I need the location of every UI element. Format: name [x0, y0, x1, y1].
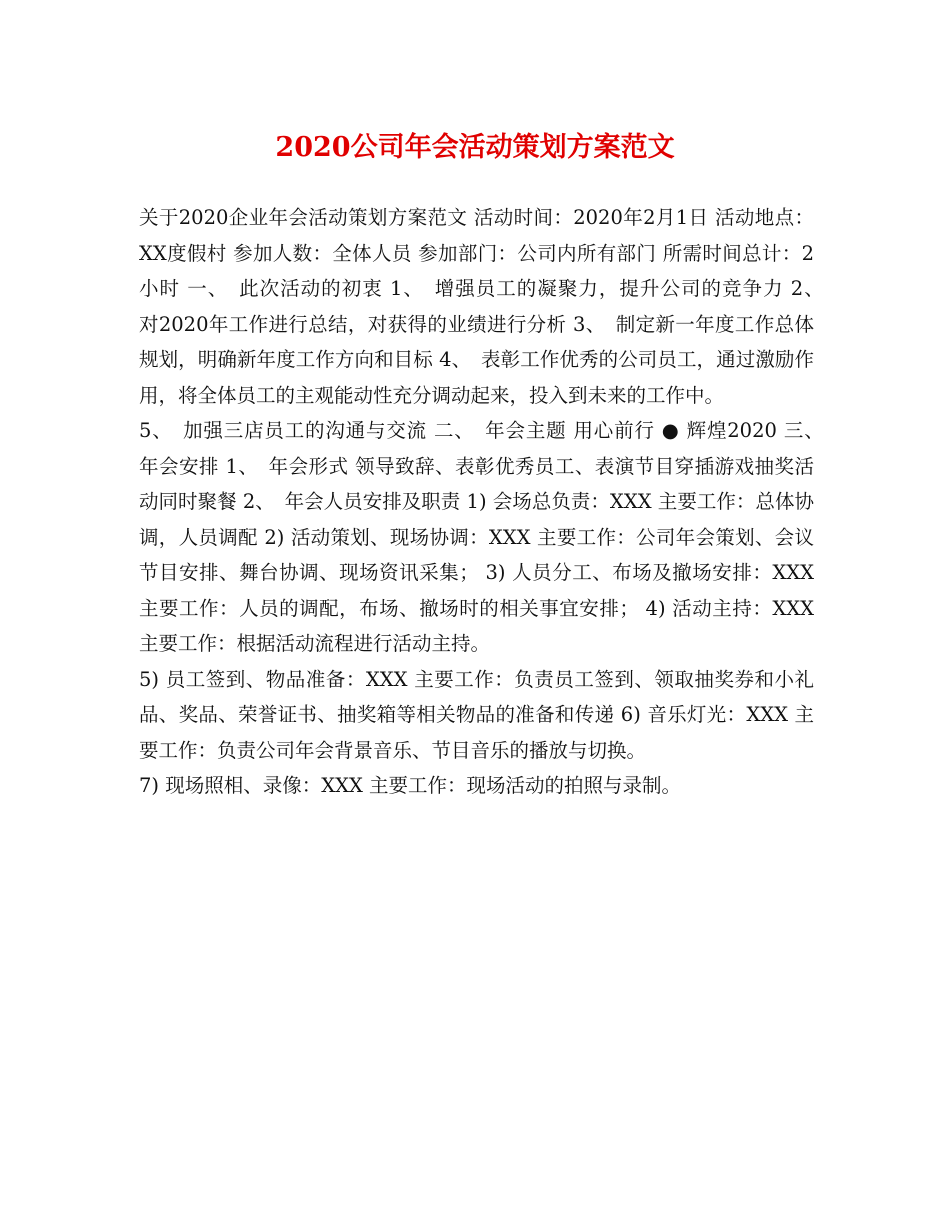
paragraph-4: 7) 现场照相、录像：XXX 主要工作：现场活动的拍照与录制。 — [139, 774, 682, 797]
paragraph-2: 5、 加强三店员工的沟通与交流 二、 年会主题 用心前行 ● 辉煌2020 三、 年会安排 1、 年会形式 领导致辞、表彰优秀员工、表演节目穿插游戏抽奖活动同时聚餐 2、 年会人员安排及职责 1) 会场总负责：XXX 主要工作：总体协调，人员调配 2) 活动策划、现场协调：XXX 主要工作：公司年会策划、会议节目安排、舞台协调、现场资讯采集； 3) 人员分工、布场及撤场安排：XXX 主要工作：人员的调配，布场、撤场时的相关事宜安排； 4) 活动主持：XXX 主要工作：根据活动流程进行活动主持。 — [139, 419, 834, 655]
document-body — [139, 200, 834, 804]
document-title: 2020公司年会活动策划方案范文 — [275, 132, 675, 163]
paragraph-3: 5) 员工签到、物品准备：XXX 主要工作：负责员工签到、领取抽奖券和小礼品、奖品、荣誉证书、抽奖箱等相关物品的准备和传递 6) 音乐灯光：XXX 主要工作：负责公司年会背景音乐、节目音乐的播放与切换。 — [139, 667, 814, 762]
paragraph-1: 关于2020企业年会活动策划方案范文 活动时间：2020年2月1日 活动地点：XX度假村 参加人数：全体人员 参加部门：公司内所有部门 所需时间总计：2小时 一、 此次活动的初衷 1、 增强员工的凝聚力，提升公司的竞争力 2、 对2020年工作进行总结，对获得的业绩进行分析 3、 制定新一年度工作总体规划，明确新年度工作方向和目标 4、 表彰工作优秀的公司员工，通过激励作用，将全体员工的主观能动性充分调动起来，投入到未来的工作中。 — [139, 206, 834, 407]
